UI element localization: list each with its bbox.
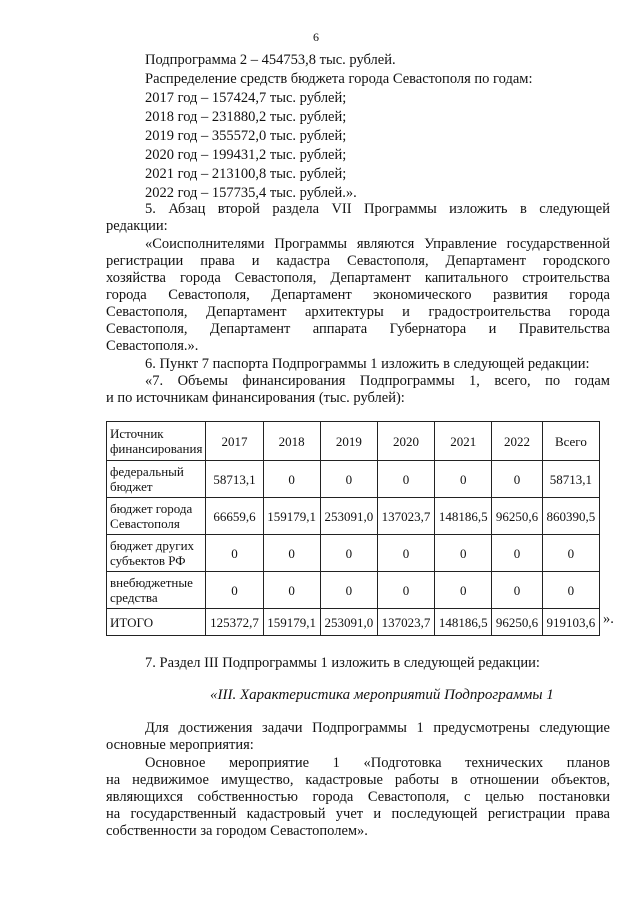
item5-quote-line: регистрации права и кадастра Севастополя, Департамент городского bbox=[106, 253, 610, 269]
item5-quote-line: «Соисполнителями Программы являются Управление государственной bbox=[145, 236, 610, 252]
cell-total: 919103,6 bbox=[542, 609, 599, 636]
cell-value: 0 bbox=[320, 572, 377, 609]
final-justified-line: являющихся собственностью города Севастополя, с целью постановки bbox=[106, 789, 610, 805]
year-line-2018: 2018 год – 231880,2 тыс. рублей; bbox=[145, 109, 347, 125]
table-header-row bbox=[107, 422, 600, 461]
page-number: 6 bbox=[313, 30, 319, 44]
item5-quote-line: хозяйства города Севастополя, Департамент капитального строительства bbox=[106, 270, 610, 286]
year-line-2020: 2020 год – 199431,2 тыс. рублей; bbox=[145, 147, 347, 163]
item5-quote-line: Севастополя, Департамент архитектуры и градостроительства города bbox=[106, 304, 610, 320]
cell-value: 0 bbox=[435, 572, 492, 609]
cell-value: 0 bbox=[206, 535, 263, 572]
cell-value: 0 bbox=[206, 572, 263, 609]
cell-value: 0 bbox=[320, 535, 377, 572]
cell-value: 0 bbox=[492, 572, 543, 609]
header-year: 2019 bbox=[320, 422, 377, 461]
row-source: бюджет города Севастополя bbox=[107, 498, 206, 535]
item6-line1: 6. Пункт 7 паспорта Подпрограммы 1 изложить в следующей редакции: bbox=[145, 356, 590, 372]
item7-line1: 7. Раздел III Подпрограммы 1 изложить в следующей редакции: bbox=[145, 655, 540, 671]
cell-value: 0 bbox=[263, 461, 320, 498]
table-row bbox=[107, 461, 600, 498]
cell-value: 66659,6 bbox=[206, 498, 263, 535]
table-row bbox=[107, 535, 600, 572]
cell-value: 253091,0 bbox=[320, 609, 377, 636]
table-row bbox=[107, 572, 600, 609]
cell-total: 0 bbox=[542, 535, 599, 572]
final-justified-line: на недвижимое имущество, кадастровые работы в отношении объектов, bbox=[106, 772, 610, 788]
cell-total: 0 bbox=[542, 572, 599, 609]
header-year: 2020 bbox=[377, 422, 434, 461]
year-line-2022: 2022 год – 157735,4 тыс. рублей.». bbox=[145, 185, 357, 201]
row-source: внебюджетные средства bbox=[107, 572, 206, 609]
cell-total: 58713,1 bbox=[542, 461, 599, 498]
year-line-2017: 2017 год – 157424,7 тыс. рублей; bbox=[145, 90, 347, 106]
cell-value: 0 bbox=[263, 572, 320, 609]
header-year: 2022 bbox=[492, 422, 543, 461]
item5-quote-line: города Севастополя, Департамент экономического развития города bbox=[106, 287, 610, 303]
final-justified-line: на государственный кадастровый учет и последующей регистрации права bbox=[106, 806, 610, 822]
item6-line2: «7. Объемы финансирования Подпрограммы 1, всего, по годам bbox=[145, 373, 610, 389]
cell-value: 0 bbox=[320, 461, 377, 498]
cell-value: 0 bbox=[435, 535, 492, 572]
header-source: Источник финансирования bbox=[107, 422, 206, 461]
row-source: бюджет других субъектов РФ bbox=[107, 535, 206, 572]
header-total: Всего bbox=[542, 422, 599, 461]
budget-distribution-line: Распределение средств бюджета города Севастополя по годам: bbox=[145, 71, 533, 87]
cell-value: 0 bbox=[435, 461, 492, 498]
cell-value: 0 bbox=[263, 535, 320, 572]
header-year: 2017 bbox=[206, 422, 263, 461]
item5-quote-line: Севастополя, Департамент аппарата Губернатора и Правительства bbox=[106, 321, 610, 337]
final-line2: основные мероприятия: bbox=[106, 737, 254, 753]
cell-value: 253091,0 bbox=[320, 498, 377, 535]
cell-value: 159179,1 bbox=[263, 498, 320, 535]
cell-value: 148186,5 bbox=[435, 609, 492, 636]
cell-value: 125372,7 bbox=[206, 609, 263, 636]
financing-table bbox=[106, 421, 600, 636]
final-line1: Для достижения задачи Подпрограммы 1 предусмотрены следующие bbox=[145, 720, 610, 736]
item5-quote-last: Севастополя.». bbox=[106, 338, 199, 354]
cell-value: 0 bbox=[492, 461, 543, 498]
row-source: федеральный бюджет bbox=[107, 461, 206, 498]
item5-line2: редакции: bbox=[106, 218, 168, 234]
final-last-line: собственности за городом Севастополем». bbox=[106, 823, 368, 839]
cell-value: 96250,6 bbox=[492, 498, 543, 535]
row-source: ИТОГО bbox=[107, 609, 206, 636]
subprogram-2-line: Подпрограмма 2 – 454753,8 тыс. рублей. bbox=[145, 52, 396, 68]
header-year: 2021 bbox=[435, 422, 492, 461]
cell-total: 860390,5 bbox=[542, 498, 599, 535]
cell-value: 58713,1 bbox=[206, 461, 263, 498]
item5-line1: 5. Абзац второй раздела VII Программы изложить в следующей bbox=[145, 201, 610, 217]
table-row bbox=[107, 498, 600, 535]
cell-value: 96250,6 bbox=[492, 609, 543, 636]
cell-value: 159179,1 bbox=[263, 609, 320, 636]
header-year: 2018 bbox=[263, 422, 320, 461]
table-closing-quote: ». bbox=[603, 611, 614, 627]
year-line-2021: 2021 год – 213100,8 тыс. рублей; bbox=[145, 166, 347, 182]
cell-value: 148186,5 bbox=[435, 498, 492, 535]
item6-line3: и по источникам финансирования (тыс. рублей): bbox=[106, 390, 405, 406]
cell-value: 137023,7 bbox=[377, 609, 434, 636]
section-heading: «III. Характеристика мероприятий Подпрограммы 1 bbox=[210, 687, 554, 703]
final-justified-line: Основное мероприятие 1 «Подготовка технических планов bbox=[145, 755, 610, 771]
table-total-row bbox=[107, 609, 600, 636]
cell-value: 0 bbox=[377, 535, 434, 572]
cell-value: 0 bbox=[377, 461, 434, 498]
year-line-2019: 2019 год – 355572,0 тыс. рублей; bbox=[145, 128, 347, 144]
cell-value: 0 bbox=[492, 535, 543, 572]
cell-value: 0 bbox=[377, 572, 434, 609]
cell-value: 137023,7 bbox=[377, 498, 434, 535]
